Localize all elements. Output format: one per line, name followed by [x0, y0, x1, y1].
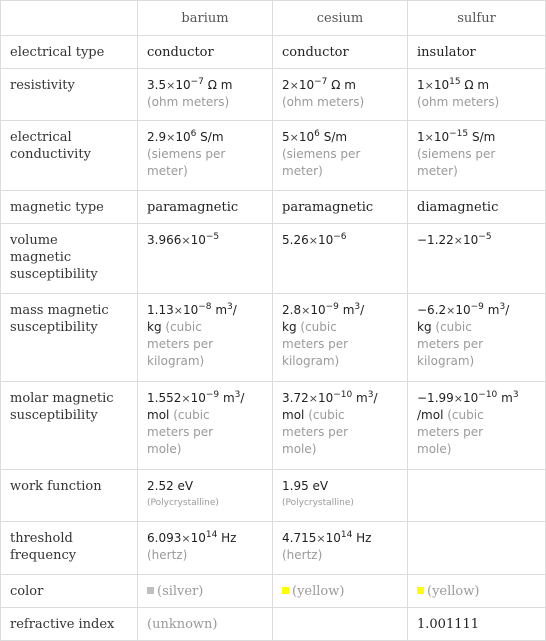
row-label: molar magnetic susceptibility	[1, 382, 138, 470]
cell-value: 2.52 eV (Polycrystalline)	[138, 470, 273, 522]
row-molar-magnetic-susceptibility	[1, 382, 546, 470]
header-row	[1, 1, 546, 36]
cell-value: (unknown)	[138, 608, 273, 641]
cell-value: 1.001111	[408, 608, 546, 641]
column-header-barium: barium	[138, 1, 273, 36]
cell-value: conductor	[138, 36, 273, 69]
cell-value: $5\times 10^6$ S/m (siemens per meter)	[273, 121, 408, 191]
cell-value: $1\times 10^{15}$ Ω m (ohm meters)	[408, 69, 546, 121]
cell-value: paramagnetic	[273, 191, 408, 224]
cell-value	[408, 522, 546, 575]
row-work-function	[1, 470, 546, 522]
row-label: volume magnetic susceptibility	[1, 224, 138, 294]
row-label: magnetic type	[1, 191, 138, 224]
cell-value: $3.5\times 10^{-7}$ Ω m (ohm meters)	[138, 69, 273, 121]
row-label: work function	[1, 470, 138, 522]
cell-value: $5.26\times 10^{-6}$	[273, 224, 408, 294]
cell-value: $1\times 10^{-15}$ S/m (siemens per meter)	[408, 121, 546, 191]
color-swatch	[147, 587, 154, 594]
cell-value: insulator	[408, 36, 546, 69]
unit-description: (ohm meters)	[417, 95, 500, 109]
cell-value: $-1.99\times 10^{-10}$ $m^3$ /mol (cubic meters per mole)	[408, 382, 546, 470]
row-electrical-conductivity	[1, 121, 546, 191]
row-resistivity	[1, 69, 546, 121]
cell-value: $2.8\times 10^{-9}$ $m^3/$ kg (cubic meters per kilogram)	[273, 294, 408, 382]
unit-description: (ohm meters)	[282, 95, 365, 109]
row-label: mass magnetic susceptibility	[1, 294, 138, 382]
row-label: electrical conductivity	[1, 121, 138, 191]
row-label: threshold frequency	[1, 522, 138, 575]
unit-description: (ohm meters)	[147, 95, 230, 109]
row-volume-magnetic-susceptibility	[1, 224, 546, 294]
cell-note: (Polycrystalline)	[147, 498, 219, 508]
cell-value	[408, 470, 546, 522]
row-label: electrical type	[1, 36, 138, 69]
cell-value: $1.552\times 10^{-9}$ $m^3/$ mol (cubic meters per mole)	[138, 382, 273, 470]
row-color	[1, 575, 546, 608]
cell-value: $-6.2\times 10^{-9}$ $m^3/$ kg (cubic meters per kilogram)	[408, 294, 546, 382]
cell-value: 1.95 eV (Polycrystalline)	[273, 470, 408, 522]
column-header-cesium: cesium	[273, 1, 408, 36]
cell-value: (yellow)	[408, 575, 546, 608]
cell-value: $-1.22\times 10^{-5}$	[408, 224, 546, 294]
cell-value: diamagnetic	[408, 191, 546, 224]
corner-cell	[1, 1, 138, 36]
cell-value: $2\times 10^{-7}$ Ω m (ohm meters)	[273, 69, 408, 121]
cell-value: $4.715\times 10^{14}$ Hz (hertz)	[273, 522, 408, 575]
cell-note: (Polycrystalline)	[282, 498, 354, 508]
row-label: color	[1, 575, 138, 608]
cell-value: $1.13\times 10^{-8}$ $m^3/$ kg (cubic meters per kilogram)	[138, 294, 273, 382]
cell-value: (silver)	[138, 575, 273, 608]
color-swatch	[417, 587, 424, 594]
cell-value: (yellow)	[273, 575, 408, 608]
column-header-sulfur: sulfur	[408, 1, 546, 36]
cell-value: $6.093\times 10^{14}$ Hz (hertz)	[138, 522, 273, 575]
cell-value	[273, 608, 408, 641]
row-label: refractive index	[1, 608, 138, 641]
cell-value: conductor	[273, 36, 408, 69]
row-label: resistivity	[1, 69, 138, 121]
row-mass-magnetic-susceptibility	[1, 294, 546, 382]
cell-value: $3.72\times 10^{-10}$ $m^3/$ mol (cubic meters per mole)	[273, 382, 408, 470]
row-magnetic-type	[1, 191, 546, 224]
cell-value: $2.9\times 10^6$ S/m (siemens per meter)	[138, 121, 273, 191]
cell-value: $3.966\times 10^{-5}$	[138, 224, 273, 294]
cell-value: paramagnetic	[138, 191, 273, 224]
row-electrical-type	[1, 36, 546, 69]
row-refractive-index	[1, 608, 546, 641]
row-threshold-frequency	[1, 522, 546, 575]
color-swatch	[282, 587, 289, 594]
